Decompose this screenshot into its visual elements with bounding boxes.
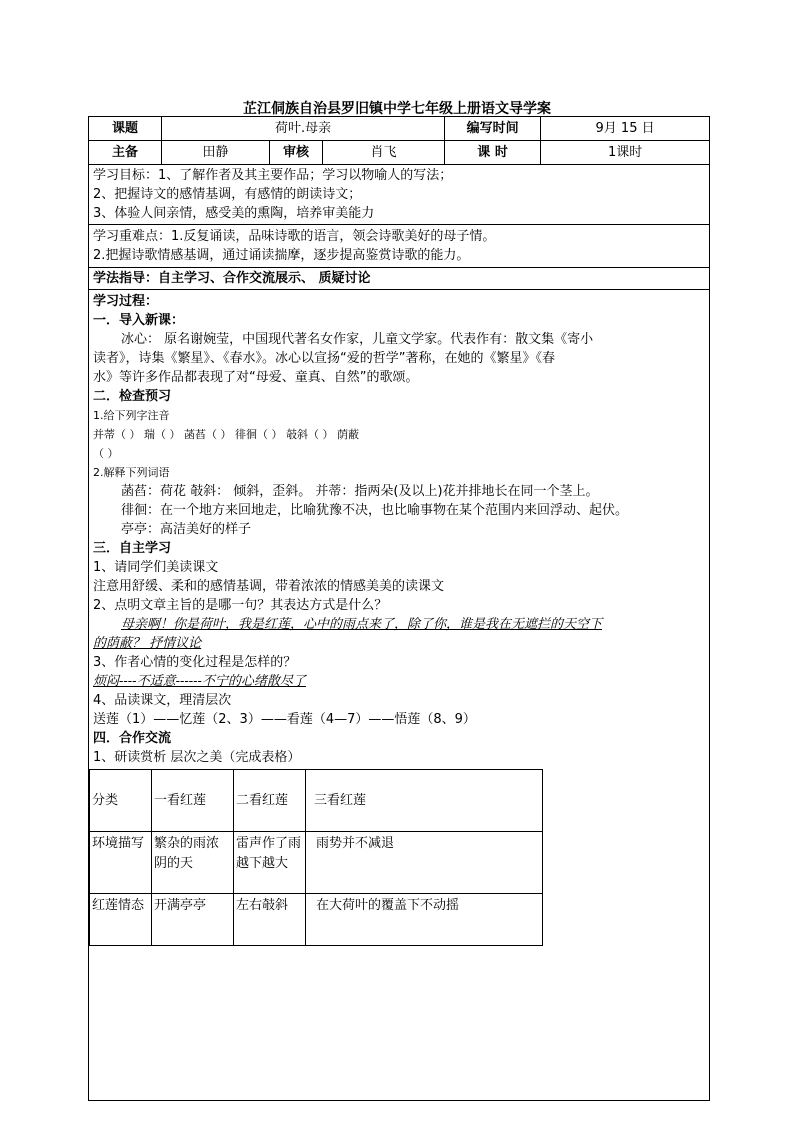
question-2: 2.解释下列词语 [93, 466, 170, 479]
key-points-row [89, 225, 710, 268]
key-points-line-2: 2.把握诗歌情感基调，通过诵读揣摩，逐步提高鉴赏诗歌的能力。 [93, 248, 470, 263]
analysis-row-environment [90, 832, 543, 894]
period-label: 课 时 [445, 141, 541, 165]
analysis-header-category: 分类 [90, 770, 152, 832]
page-title: 芷江侗族自治县罗旧镇中学七年级上册语文导学案 [243, 101, 551, 117]
author-label: 主备 [89, 141, 162, 165]
author-value: 田静 [162, 141, 270, 165]
analysis-header-second: 二看红莲 [234, 770, 306, 832]
cooperation-heading: 四．合作交流 [93, 731, 172, 746]
subject-value: 荷叶.母亲 [162, 117, 445, 141]
date-value: 9月 15 日 [541, 117, 710, 141]
self-study-q3: 3、作者心情的变化过程是怎样的？ [93, 655, 297, 670]
objectives-row [89, 165, 710, 225]
header-row-2 [89, 141, 710, 165]
question-1-items-2: （ ） [93, 447, 119, 460]
question-1: 1.给下列字注音 [93, 409, 170, 422]
reviewer-label: 审核 [270, 141, 323, 165]
method-row [89, 268, 710, 290]
analysis-cell: 左右攲斜 [234, 894, 306, 946]
question-2-line-2: 徘徊：在一个地方来回地走，比喻犹豫不决，也比喻事物在某个范围内来回浮动、起伏。 [121, 503, 629, 518]
intro-line-2: 读者》，诗集《繁星》、《春水》。冰心以宣扬“爱的哲学”著称，在她的《繁星》《春 [93, 351, 555, 366]
analysis-cell: 雷声作了雨越下越大 [234, 832, 306, 894]
objectives-line-1: 学习目标：1、了解作者及其主要作品；学习以物喻人的写法； [93, 168, 453, 183]
question-1-items: 并蒂（ ） 瑞（ ） 菡萏（ ） 徘徊（ ） 攲斜（ ） 荫蔽 [93, 428, 359, 441]
self-study-a2-line-1: 母亲啊！你是荷叶，我是红莲，心中的雨点来了，除了你，谁是我在无遮拦的天空下 [121, 617, 603, 632]
intro-line-3: 水》等许多作品都表现了对“母爱、童真、自然”的歌颂。 [93, 370, 419, 385]
key-points-line-1: 学习重难点：1.反复诵读，品味诗歌的语言，领会诗歌美好的母子情。 [93, 229, 496, 244]
intro-heading: 一．导入新课： [93, 313, 185, 328]
lesson-plan-table [88, 116, 710, 1101]
analysis-header-third: 三看红莲 [306, 770, 543, 832]
date-label: 编写时间 [445, 117, 541, 141]
analysis-cell: 开满亭亭 [152, 894, 234, 946]
objectives-line-3: 3、体验人间亲情，感受美的熏陶，培养审美能力 [93, 206, 375, 221]
analysis-header-first: 一看红莲 [152, 770, 234, 832]
process-heading: 学习过程： [93, 294, 159, 309]
analysis-cell: 繁杂的雨浓阴的天 [152, 832, 234, 894]
cooperation-q1: 1、研读赏析 层次之美（完成表格） [93, 750, 301, 765]
self-study-heading: 三．自主学习 [93, 541, 172, 556]
question-2-line-3: 亭亭：高洁美好的样子 [121, 522, 252, 537]
analysis-row-lotus [90, 894, 543, 946]
analysis-header-row [90, 770, 543, 832]
intro-line-1: 冰心： 原名谢婉莹，中国现代著名女作家，儿童文学家。代表作有：散文集《寄小 [121, 332, 594, 347]
self-study-q4: 4、品读课文，理清层次 [93, 693, 232, 708]
analysis-table [89, 769, 543, 946]
method-text: 学法指导：自主学习、合作交流展示、 质疑讨论 [89, 268, 710, 290]
self-study-a3: 烦闷----不适意------不宁的心绪散尽了 [93, 674, 306, 689]
process-row [89, 290, 710, 1101]
period-value: 1课时 [541, 141, 710, 165]
self-study-q1: 1、请同学们美读课文 [93, 560, 219, 575]
header-row-1 [89, 117, 710, 141]
reviewer-value: 肖飞 [323, 141, 445, 165]
objectives-line-2: 2、把握诗文的感情基调，有感情的朗读诗文； [93, 187, 362, 202]
preview-heading: 二．检查预习 [93, 389, 172, 404]
self-study-a2-line-2: 的荫蔽？ 抒情议论 [93, 636, 202, 651]
analysis-cell: 环境描写 [90, 832, 152, 894]
self-study-a4: 送莲（1）——忆莲（2、3）——看莲（4—7）——悟莲（8、9） [93, 712, 476, 727]
analysis-cell: 在大荷叶的覆盖下不动摇 [306, 894, 543, 946]
analysis-cell: 红莲情态 [90, 894, 152, 946]
subject-label: 课题 [89, 117, 162, 141]
self-study-a1: 注意用舒缓、柔和的感情基调，带着浓浓的情感美美的读课文 [93, 579, 445, 594]
question-2-line-1: 菡萏：荷花 攲斜： 倾斜，歪斜。 并蒂：指两朵(及以上)花并排地长在同一个茎上。 [121, 484, 599, 499]
self-study-q2: 2、点明文章主旨的是哪一句？其表达方式是什么？ [93, 598, 388, 613]
analysis-cell: 雨势并不减退 [306, 832, 543, 894]
